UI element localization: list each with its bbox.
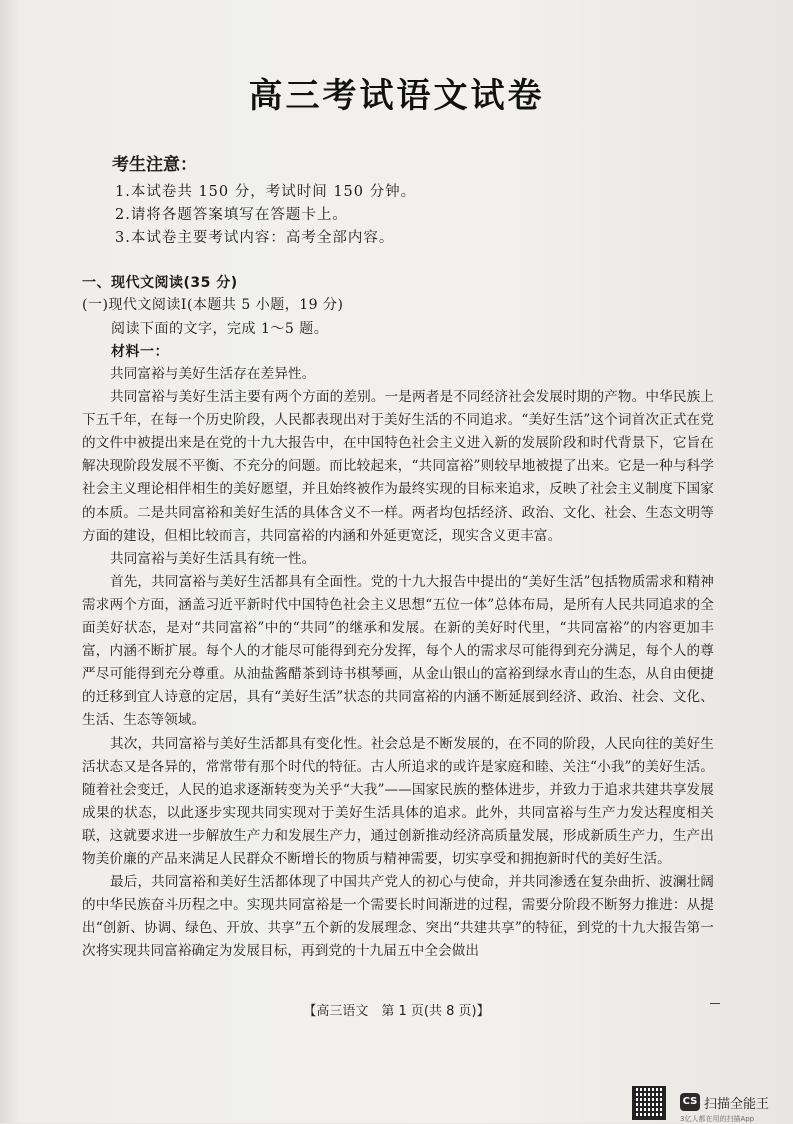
section-subheading: (一)现代文阅读Ⅰ(本题共 5 小题，19 分) (82, 297, 344, 313)
notice-item-2: 2.请将各题答案填写在答题卡上。 (115, 207, 348, 223)
candidate-notice (112, 150, 416, 250)
scanner-watermark-name: 扫描全能王 (704, 1097, 770, 1112)
page-footer: 【高三语文 第 1 页(共 8 页)】 (303, 1004, 490, 1019)
material-label: 材料一： (111, 344, 169, 360)
passage-paragraph: 共同富裕与美好生活具有统一性。 (110, 550, 316, 567)
camscanner-logo-icon: CS (680, 1093, 700, 1111)
qr-code-icon (632, 1086, 666, 1120)
passage-paragraph: 其次，共同富裕与美好生活都具有变化性。社会总是不断发展的，在不同的阶段，人民向往的美好生活状态又是各异的，常常带有那个时代的特征。古人所追求的或许是家庭和睦、关注“小我”的美好生活。随着社会变迁，人民的追求逐渐转变为关乎“大我”——国家民族的整体进步，并致力于追求共建共享发展成果的状态，以此逐步实现共同实现对于美好生活具体的追求。此外，共同富裕与生产力发达程度相关联，这就要求进一步解放生产力和发展生产力，通过创新推动经济高质量发展，形成新质生产力，生产出物美价廉的产品来满足人民群众不断增长的物质与精神需要，切实享受和拥抱新时代的美好生活。 (82, 735, 714, 867)
page-title: 高三考试语文试卷 (248, 76, 545, 116)
notice-heading: 考生注意： (112, 155, 197, 175)
section-heading: 一、现代文阅读(35 分) (82, 275, 238, 291)
passage-paragraph: 最后，共同富裕和美好生活都体现了中国共产党人的初心与使命，并共同渗透在复杂曲折、波澜壮阔的中华民族奋斗历程之中。实现共同富裕是一个需要长时间渐进的过程，需要分阶段不断努力推进：从提出“创新、协调、绿色、开放、共享”五个新的发展理念、突出“共建共享”的特征，到党的十九大报告第一次将实现共同富裕确定为发展目标，再到党的十九届五中全会做出 (82, 874, 714, 960)
reading-passage (82, 363, 714, 963)
scanner-watermark-tagline: 3亿人都在用的扫描App (680, 1115, 755, 1123)
notice-item-1: 1.本试卷共 150 分，考试时间 150 分钟。 (115, 184, 417, 200)
passage-paragraph: 共同富裕与美好生活存在差异性。 (110, 366, 316, 382)
reading-instruction: 阅读下面的文字，完成 1～5 题。 (111, 321, 329, 337)
passage-paragraph: 共同富裕与美好生活主要有两个方面的差别。一是两者是不同经济社会发展时期的产物。中华民族上下五千年，在每一个历史阶段，人民都表现出对于美好生活的不同追求。“美好生活”这个词首次正式在党的文件中被提出来是在党的十九大报告中，在中国特色社会主义进入新的发展阶段和时代背景下，它旨在解决现阶段发展不平衡、不充分的问题。而比较起来，“共同富裕”则较早地被提了出来。它是一种与科学社会主义理论相伴相生的美好愿望，并且始终被作为最终实现的目标来追求，反映了社会主义制度下国家的本质。二是共同富裕和美好生活的具体含义不一样。两者均包括经济、政治、文化、社会、生态文明等方面的建设，但相比较而言，共同富裕的内涵和外延更宽泛，现实含义更丰富。 (82, 389, 714, 544)
notice-item-3: 3.本试卷主要考试内容：高考全部内容。 (115, 230, 395, 246)
passage-paragraph: 首先，共同富裕与美好生活都具有全面性。党的十九大报告中提出的“美好生活”包括物质需求和精神需求两个方面，涵盖习近平新时代中国特色社会主义思想“五位一体”总体布局，是所有人民共同追求的全面美好状态，是对“共同富裕”中的“共同”的继承和发展。在新的美好时代里，“共同富裕”的内容更加丰富，内涵不断扩展。每个人的才能尽可能得到充分发挥，每个人的需求尽可能得到充分满足，每个人的尊严尽可能得到充分尊重。从油盐酱醋茶到诗书棋琴画，从金山银山的富裕到绿水青山的生态，从自由便捷的迁移到宜人诗意的定居，具有“美好生活”状态的共同富裕的内涵不断延展到经济、政治、社会、文化、生活、生态等领域。 (82, 573, 714, 729)
footer-mark (710, 1003, 720, 1004)
